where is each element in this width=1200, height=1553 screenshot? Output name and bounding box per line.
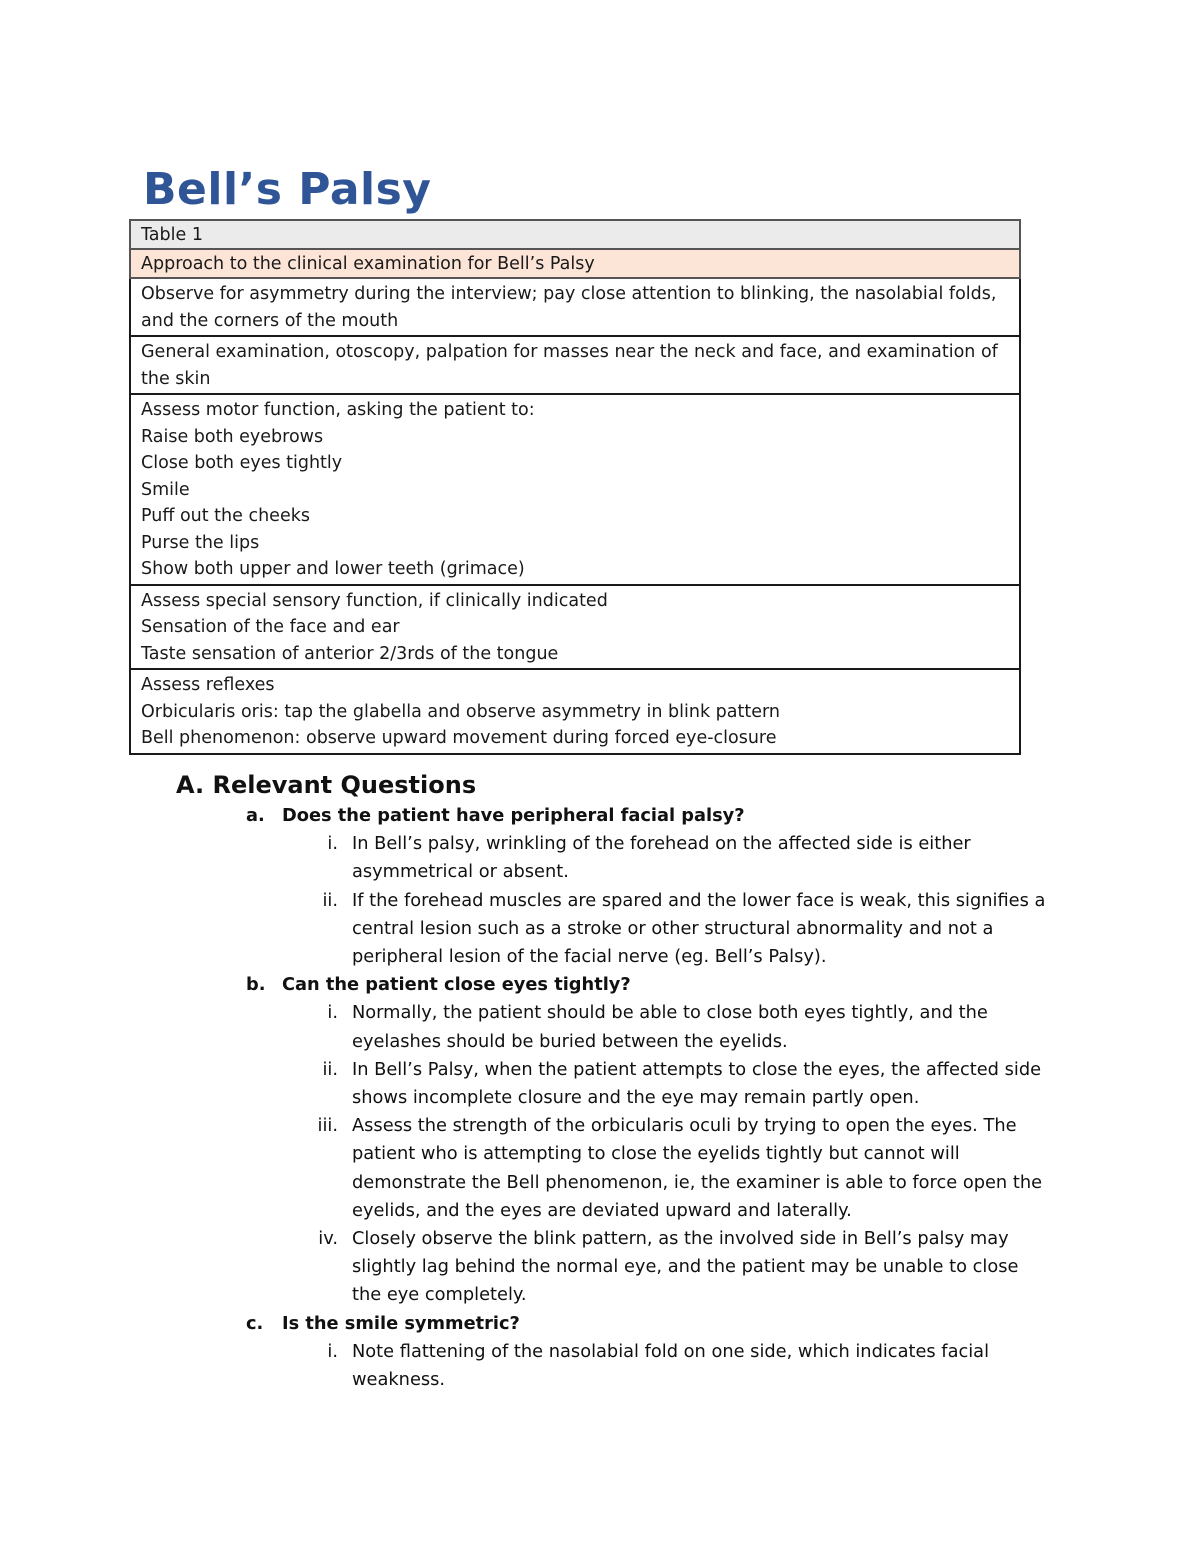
answer-marker: ii. bbox=[322, 889, 338, 911]
question-text: Is the smile symmetric? bbox=[282, 1312, 520, 1334]
table-row bbox=[130, 278, 1020, 336]
answer-text: Closely observe the blink pattern, as the involved side in Bell’s palsy may slightly lag behind the normal eye, and the patient may be unable to close the eye completely. bbox=[352, 1228, 1019, 1306]
table-cell-line: the skin bbox=[141, 368, 211, 389]
answer-item bbox=[0, 1338, 1200, 1394]
answer-marker: i. bbox=[327, 833, 338, 855]
table-cell bbox=[130, 669, 1020, 754]
question-item bbox=[0, 971, 1200, 999]
table-caption: Table 1 bbox=[130, 220, 1020, 249]
table-cell-line: General examination, otoscopy, palpation for masses near the neck and face, and examination of bbox=[141, 342, 998, 362]
answer-item bbox=[0, 1225, 1200, 1310]
question-item bbox=[0, 1310, 1200, 1338]
answer-item bbox=[0, 1112, 1200, 1225]
table-cell-line: Raise both eyebrows bbox=[141, 426, 324, 447]
table-header-row bbox=[130, 249, 1020, 278]
answer-text: In Bell’s palsy, wrinkling of the forehead on the affected side is either asymmetrical or absent. bbox=[352, 833, 971, 883]
table-cell-line: Smile bbox=[141, 479, 190, 500]
question-marker: b. bbox=[246, 974, 266, 996]
table-cell-line: Show both upper and lower teeth (grimace) bbox=[141, 559, 525, 579]
answer-marker: ii. bbox=[322, 1058, 338, 1080]
question-marker: a. bbox=[246, 805, 265, 826]
table-cell-line: Close both eyes tightly bbox=[141, 453, 343, 473]
table-cell-line: Puff out the cheeks bbox=[141, 506, 310, 526]
answer-text: In Bell’s Palsy, when the patient attempts to close the eyes, the affected side shows incomplete closure and the eye may remain partly open. bbox=[352, 1058, 1042, 1109]
question-text: Does the patient have peripheral facial palsy? bbox=[282, 805, 745, 826]
table-cell-line: Assess special sensory function, if clinically indicated bbox=[141, 590, 608, 611]
table-cell bbox=[130, 278, 1020, 336]
answer-marker: iv. bbox=[318, 1228, 338, 1250]
answer-text: Normally, the patient should be able to close both eyes tightly, and the eyelashes should be buried between the eyelids. bbox=[352, 1002, 988, 1052]
table-cell bbox=[130, 394, 1020, 585]
answer-text: If the forehead muscles are spared and the lower face is weak, this signifies a central lesion such as a stroke or other structural abnormality and not a peripheral lesion of the facial nerve (eg. Bell’s Palsy). bbox=[352, 889, 1046, 968]
table-row bbox=[130, 669, 1020, 754]
table-row bbox=[130, 336, 1020, 394]
table-cell-line: Orbicularis oris: tap the glabella and observe asymmetry in blink pattern bbox=[141, 701, 780, 722]
answer-item bbox=[0, 830, 1200, 886]
answer-text: Note flattening of the nasolabial fold on one side, which indicates facial weakness. bbox=[352, 1340, 990, 1391]
table-cell-line: Bell phenomenon: observe upward movement during forced eye-closure bbox=[141, 728, 777, 748]
answer-item bbox=[0, 1056, 1200, 1112]
answer-marker: i. bbox=[327, 1002, 338, 1024]
questions-list bbox=[0, 802, 1200, 1394]
table-cell bbox=[130, 336, 1020, 394]
table-header: Approach to the clinical examination for Bell’s Palsy bbox=[130, 249, 1020, 278]
table-cell-line: Purse the lips bbox=[141, 532, 260, 553]
answer-item bbox=[0, 999, 1200, 1055]
question-text: Can the patient close eyes tightly? bbox=[282, 974, 631, 996]
document-title: Bell’s Palsy bbox=[143, 164, 432, 215]
question-marker: c. bbox=[246, 1312, 264, 1334]
table-cell-line: Observe for asymmetry during the interview; pay close attention to blinking, the nasolabial folds, bbox=[141, 284, 997, 304]
examination-table bbox=[129, 219, 1021, 755]
answer-item bbox=[0, 887, 1200, 972]
table-row bbox=[130, 585, 1020, 670]
section-heading: A. Relevant Questions bbox=[176, 771, 477, 799]
answer-marker: i. bbox=[327, 1340, 338, 1362]
question-item bbox=[0, 802, 1200, 830]
table-cell-line: Taste sensation of anterior 2/3rds of the tongue bbox=[141, 643, 559, 664]
table-cell-line: Assess reflexes bbox=[141, 675, 275, 695]
table-row bbox=[130, 394, 1020, 585]
table-cell-line: and the corners of the mouth bbox=[141, 310, 399, 331]
table-caption-row bbox=[130, 220, 1020, 249]
answer-marker: iii. bbox=[317, 1115, 338, 1137]
table-cell-line: Assess motor function, asking the patient to: bbox=[141, 400, 535, 420]
answer-text: Assess the strength of the orbicularis oculi by trying to open the eyes. The patient who is attempting to close the eyelids tightly but cannot will demonstrate the Bell phenomenon, ie, the examiner is able to force open the eyelids, and the eyes are deviated upward and laterally. bbox=[352, 1115, 1043, 1221]
table-cell bbox=[130, 585, 1020, 670]
table-cell-line: Sensation of the face and ear bbox=[141, 617, 400, 637]
